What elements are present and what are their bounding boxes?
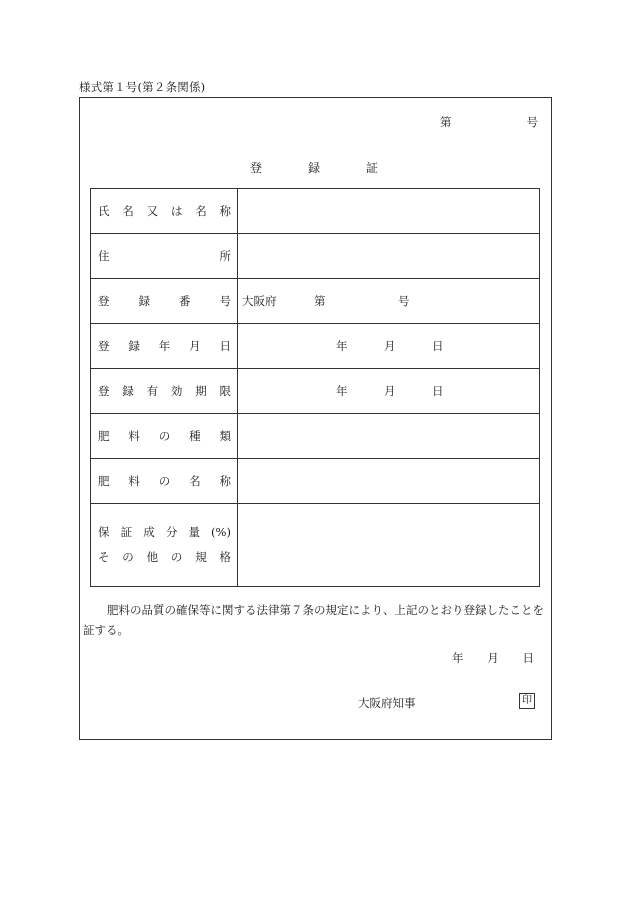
- label-cell-registration-number: [91, 279, 238, 324]
- value-cell-registration-date[interactable]: [238, 324, 540, 369]
- table-row: [91, 189, 540, 234]
- table-row: [91, 279, 540, 324]
- date-day: 日: [432, 339, 444, 353]
- label-char: 号: [219, 294, 231, 308]
- date-day: 日: [432, 384, 444, 398]
- value-cell-address[interactable]: [238, 234, 540, 279]
- title-char: 証: [365, 161, 378, 175]
- table-row: [91, 324, 540, 369]
- label-char: 量: [188, 525, 200, 539]
- label-char: 日: [219, 339, 231, 353]
- label-char: 氏: [98, 204, 110, 218]
- label-char: 番: [179, 294, 191, 308]
- label-cell-validity-period: [91, 369, 238, 414]
- label-char: 料: [128, 474, 140, 488]
- label-char: の: [158, 474, 171, 488]
- number-dai-text: 第: [314, 294, 326, 308]
- value-cell-registration-number[interactable]: [238, 279, 540, 324]
- label-char: (%): [211, 525, 231, 539]
- label-char: 肥: [98, 429, 110, 443]
- value-cell-fertilizer-type[interactable]: [238, 414, 540, 459]
- date-year: 年: [336, 384, 348, 398]
- label-char: 登: [98, 294, 110, 308]
- label-char: 登: [98, 339, 110, 353]
- date-month: 月: [384, 384, 396, 398]
- label-char: 有: [146, 384, 159, 398]
- label-char: 他: [146, 550, 159, 564]
- label-char: 限: [219, 384, 231, 398]
- label-char: 規: [195, 550, 207, 564]
- seal-stamp: 印: [519, 693, 535, 709]
- table-row: [91, 369, 540, 414]
- issuer-name: 大阪府知事: [358, 696, 416, 710]
- label-char: 保: [98, 525, 110, 539]
- registration-number-line: [440, 114, 538, 130]
- value-cell-fertilizer-name[interactable]: [238, 459, 540, 504]
- label-char: 肥: [98, 474, 110, 488]
- label-char: 種: [189, 429, 201, 443]
- form-label: 様式第１号(第２条関係): [79, 80, 206, 94]
- date-year: 年: [336, 339, 348, 353]
- label-char: 録: [138, 294, 150, 308]
- value-cell-guaranteed-components[interactable]: [238, 504, 540, 587]
- prefecture-text: 大阪府: [242, 294, 277, 308]
- label-char: 証: [120, 525, 133, 539]
- issue-month: 月: [487, 651, 499, 665]
- label-char: 録: [128, 339, 140, 353]
- title-char: 録: [307, 161, 320, 175]
- certification-text: 肥料の品質の確保等に関する法律第７条の規定により、上記のとおり登録したことを証する。: [83, 603, 544, 637]
- label-cell-address: [91, 234, 238, 279]
- label-cell-fertilizer-type: [91, 414, 238, 459]
- label-char: 称: [219, 204, 231, 218]
- table-row: [91, 504, 540, 587]
- label-cell-fertilizer-name: [91, 459, 238, 504]
- registration-table: [90, 188, 540, 587]
- title-char: 登: [250, 161, 263, 175]
- value-cell-name[interactable]: [238, 189, 540, 234]
- label-cell-registration-date: [91, 324, 238, 369]
- label-char: 録: [122, 384, 134, 398]
- label-char: 又: [146, 204, 159, 218]
- label-char: そ: [98, 550, 110, 564]
- label-char: 名: [195, 204, 207, 218]
- number-go: 号: [526, 115, 538, 129]
- label-char: 称: [219, 474, 231, 488]
- label-char: 住: [98, 249, 110, 263]
- issue-year: 年: [452, 651, 464, 665]
- number-go-text: 号: [398, 294, 410, 308]
- label-cell-guaranteed-components: [91, 504, 238, 587]
- label-char: 年: [158, 339, 171, 353]
- label-char: 名: [189, 474, 201, 488]
- table-row: [91, 234, 540, 279]
- document-title: [250, 159, 378, 176]
- label-char: 登: [98, 384, 110, 398]
- label-char: 分: [165, 525, 178, 539]
- label-char: の: [158, 429, 171, 443]
- label-char: 効: [170, 384, 183, 398]
- label-char: 月: [189, 339, 201, 353]
- issue-day: 日: [522, 651, 534, 665]
- number-dai: 第: [440, 115, 452, 129]
- label-char: 類: [219, 429, 231, 443]
- label-char: 料: [128, 429, 140, 443]
- label-cell-name: [91, 189, 238, 234]
- label-char: の: [122, 550, 134, 564]
- label-char: 期: [195, 384, 207, 398]
- issue-date: [452, 650, 534, 666]
- table-row: [91, 414, 540, 459]
- value-cell-validity-period[interactable]: [238, 369, 540, 414]
- label-char: 格: [219, 550, 231, 564]
- table-row: [91, 459, 540, 504]
- label-char: 成: [143, 525, 155, 539]
- label-char: 名: [122, 204, 134, 218]
- label-char: は: [170, 204, 183, 218]
- date-month: 月: [384, 339, 396, 353]
- label-char: 所: [219, 249, 231, 263]
- label-char: の: [170, 550, 183, 564]
